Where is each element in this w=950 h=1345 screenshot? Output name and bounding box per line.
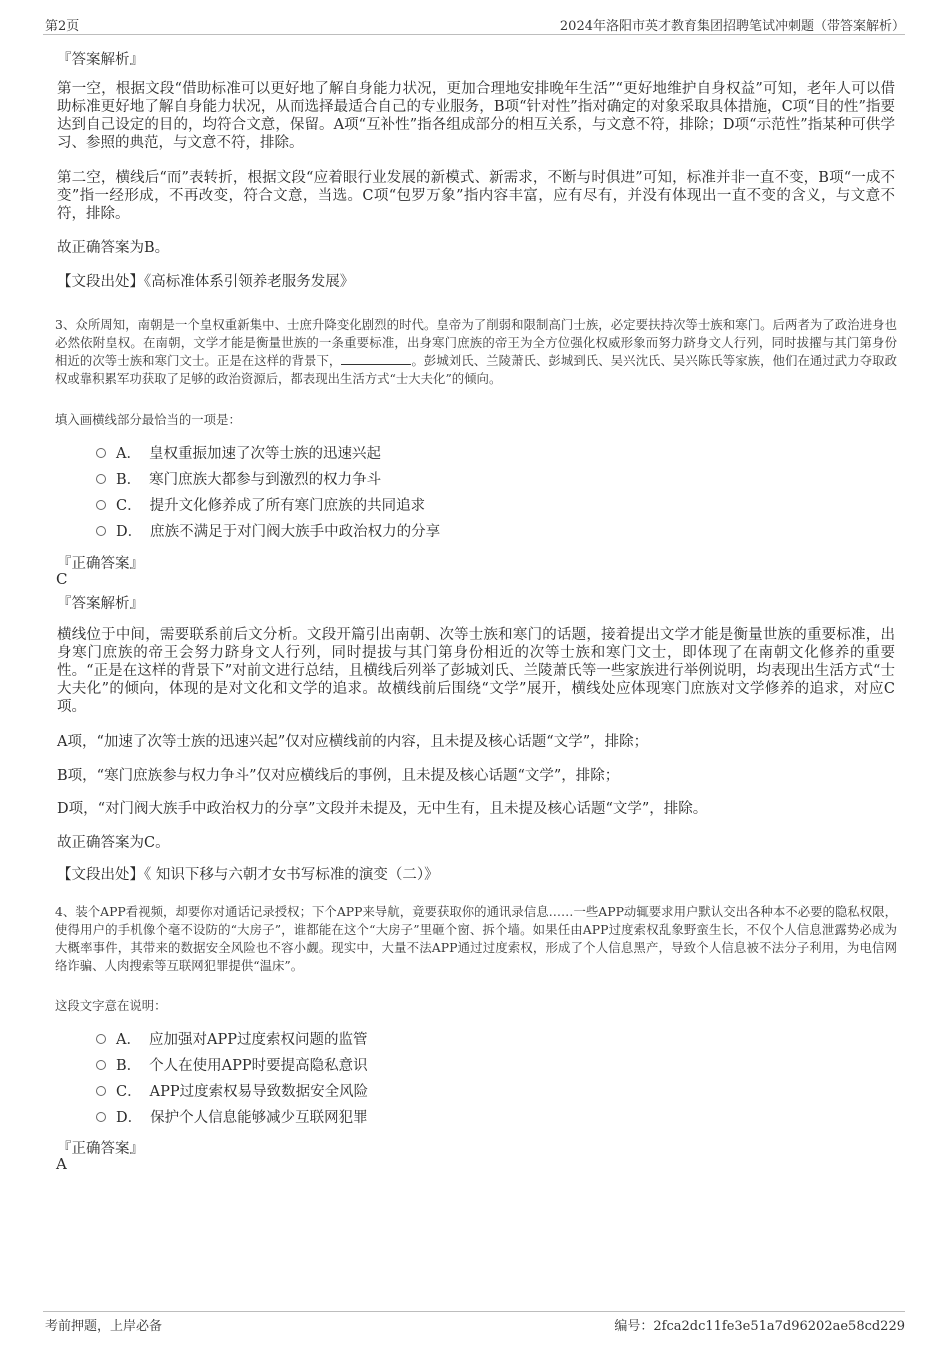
footer-slogan: 考前押题，上岸必备 xyxy=(45,1319,163,1334)
radio-icon[interactable] xyxy=(96,1086,106,1096)
q3-option-b[interactable]: B． 寒门庶族大都参与到激烈的权力争斗 xyxy=(96,470,381,490)
radio-icon[interactable] xyxy=(96,1112,106,1122)
q3-conclusion: 故正确答案为C。 xyxy=(57,835,170,851)
q4-option-a[interactable]: A． 应加强对APP过度索权问题的监管 xyxy=(96,1030,367,1050)
page-footer xyxy=(43,1311,905,1334)
q3-analysis-label: 『答案解析』 xyxy=(57,596,144,612)
q2-analysis-para-2: 第二空，横线后“而”表转折，根据文段“应着眼行业发展的新模式、新需求，不断与时俱进”可知，标准并非一直不变，B项“一成不变”指一经形成，不再改变，符合文意，当选。C项“包罗万象”指内容丰富，应有尽有，并没有体现出一直不变的含义，与文意不符，排除。 xyxy=(57,170,895,222)
radio-icon[interactable] xyxy=(96,1060,106,1070)
q3-analysis-para-1: 横线位于中间，需要联系前后文分析。文段开篇引出南朝、次等士族和寒门的话题，接着提出文学才能是衡量世族的重要标准，出身寒门庶族的帝王会努力跻身文人行列，同时提拔与其门第身份相近的次等士族和寒门文士，即体现了在南朝文化修养的重要性。“正是在这样的背景下”对前文进行总结，且横线后列举了彭城刘氏、兰陵萧氏等一些家族进行举例说明，均表现出生活方式“士大夫化”的倾向，体现的是对文化和文学的追求。故横线前后围绕“文学”展开，横线处应体现寒门庶族对文学修养的追求，对应C项。 xyxy=(57,627,895,715)
q4-option-c[interactable]: C． APP过度索权易导致数据安全风险 xyxy=(96,1082,368,1102)
q3-option-c[interactable]: C． 提升文化修养成了所有寒门庶族的共同追求 xyxy=(96,496,425,516)
q3-source: 【文段出处】《 知识下移与六朝才女书写标准的演变（二）》 xyxy=(57,867,439,883)
document-title: 2024年洛阳市英才教育集团招聘笔试冲刺题（带答案解析） xyxy=(559,19,905,34)
page-number: 第2页 xyxy=(45,19,80,34)
q3-stem-blank xyxy=(341,353,411,365)
q3-option-a[interactable]: A． 皇权重振加速了次等士族的迅速兴起 xyxy=(96,444,381,464)
page-header xyxy=(43,14,905,35)
q4-option-d[interactable]: D． 保护个人信息能够减少互联网犯罪 xyxy=(96,1108,368,1128)
q3-stem xyxy=(55,316,897,388)
q4-option-b[interactable]: B． 个人在使用APP时要提高隐私意识 xyxy=(96,1056,368,1076)
radio-icon[interactable] xyxy=(96,1034,106,1044)
q2-conclusion: 故正确答案为B。 xyxy=(57,240,170,256)
q4-correct-answer: A xyxy=(56,1155,67,1173)
radio-icon[interactable] xyxy=(96,474,106,484)
footer-doc-id: 编号：2fca2dc11fe3e51a7d96202ae58cd229 xyxy=(614,1319,905,1334)
q2-analysis-label: 『答案解析』 xyxy=(57,52,144,68)
q3-analysis-para-3: B项，“寒门庶族参与权力争斗”仅对应横线后的事例，且未提及核心话题“文学”，排除； xyxy=(57,768,620,784)
radio-icon[interactable] xyxy=(96,526,106,536)
q3-analysis-para-4: D项，“对门阀大族手中政治权力的分享”文段并未提及，无中生有，且未提及核心话题“文学”，排除。 xyxy=(57,801,708,817)
q3-analysis-para-2: A项，“加速了次等士族的迅速兴起”仅对应横线前的内容，且未提及核心话题“文学”，排除； xyxy=(57,734,649,750)
q2-source: 【文段出处】《高标准体系引领养老服务发展》 xyxy=(57,274,355,290)
q3-stem-part-2: 。彭城刘氏、兰陵萧氏、彭城到氏、吴兴沈氏、吴兴陈氏等家族，他们在通过武力夺取政权或靠积累军功获取了足够的政治资源后，都表现出生活方式“士大夫化”的倾向。 xyxy=(55,353,898,386)
q3-prompt: 填入画横线部分最恰当的一项是： xyxy=(55,412,241,427)
q4-prompt: 这段文字意在说明： xyxy=(55,998,167,1013)
q4-stem: 4、装个APP看视频，却要你对通话记录授权；下个APP来导航，竟要获取你的通讯录信息……一些APP动辄要求用户默认交出各种本不必要的隐私权限，使得用户的手机像个毫不设防的“大房子”，谁都能在这个“大房子”里砸个窗、拆个墙。如果任由APP过度索权乱象野蛮生长，不仅个人信息泄露势必成为大概率事件，其带来的数据安全风险也不容小觑。现实中，大量不法APP通过过度索权，形成了个人信息黑产，导致个人信息被不法分子利用，为电信网络诈骗、人肉搜索等互联网犯罪提供“温床”。 xyxy=(55,904,897,973)
radio-icon[interactable] xyxy=(96,500,106,510)
radio-icon[interactable] xyxy=(96,448,106,458)
q2-analysis-para-1: 第一空，根据文段“借助标准可以更好地了解自身能力状况，更加合理地安排晚年生活”“更好地维护自身权益”可知，老年人可以借助标准更好地了解自身能力状况，从而选择最适合自己的专业服务，B项“针对性”指对确定的对象采取具体措施，C项“目的性”指要达到自己设定的目的，均符合文意，保留。A项“互补性”指各组成部分的相互关系，与文意不符，排除；D项“示范性”指某种可供学习、参照的典范，与文意不符，排除。 xyxy=(57,81,895,151)
q3-correct-label: 『正确答案』 xyxy=(57,556,144,572)
q3-option-d[interactable]: D． 庶族不满足于对门阀大族手中政治权力的分享 xyxy=(96,522,440,542)
q3-correct-answer: C xyxy=(56,570,68,588)
q4-correct-label: 『正确答案』 xyxy=(57,1141,144,1157)
q3-stem-part-1: 3、众所周知，南朝是一个皇权重新集中、士庶升降变化剧烈的时代。皇帝为了削弱和限制高门士族，必定要扶持次等士族和寒门。后两者为了政治进身也必然依附皇权。在南朝，文学才能是衡量世族的一条重要标准，出身寒门庶族的帝王为全方位强化权威形象而努力跻身文人行列，同时拔擢与其门第身份相近的次等士族和寒门文士。正是在这样的背景下， xyxy=(55,317,897,368)
